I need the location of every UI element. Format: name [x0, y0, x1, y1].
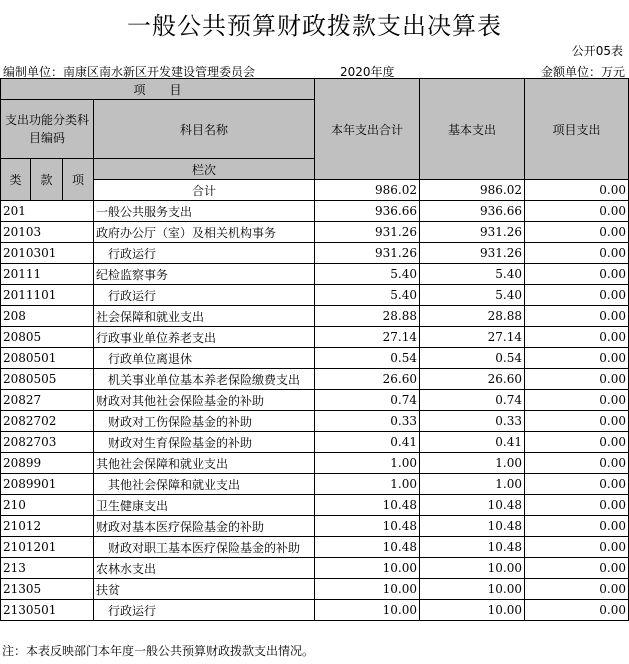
row-code: 208 [1, 306, 94, 327]
row-code: 213 [1, 558, 94, 579]
table-row [1, 243, 629, 264]
row-basic: 1.00 [420, 474, 525, 495]
row-project: 0.00 [525, 600, 629, 621]
row-project: 0.00 [525, 558, 629, 579]
table-note: 注：本表反映部门本年度一般公共预算财政拨款支出情况。 [2, 644, 315, 658]
row-total: 5.40 [315, 264, 420, 285]
row-code: 20111 [1, 264, 94, 285]
row-code: 2080501 [1, 348, 94, 369]
row-total: 10.00 [315, 600, 420, 621]
table-row [1, 579, 629, 600]
lei-header: 类 [1, 159, 31, 201]
report-year: 2020年度 [340, 65, 395, 79]
row-code: 2082703 [1, 432, 94, 453]
row-code: 210 [1, 495, 94, 516]
row-project: 0.00 [525, 495, 629, 516]
row-name: 农林水支出 [94, 558, 315, 579]
table-row [1, 327, 629, 348]
xiang-header: 项 [63, 159, 94, 201]
row-name: 其他社会保障和就业支出 [94, 453, 315, 474]
row-total: 27.14 [315, 327, 420, 348]
table-row [1, 222, 629, 243]
row-basic: 10.48 [420, 516, 525, 537]
row-project: 0.00 [525, 264, 629, 285]
row-code: 2101201 [1, 537, 94, 558]
row-project: 0.00 [525, 474, 629, 495]
row-code: 201 [1, 201, 94, 222]
table-row [1, 495, 629, 516]
expenditure-table [0, 78, 629, 621]
row-basic: 0.41 [420, 432, 525, 453]
row-project: 0.00 [525, 285, 629, 306]
row-basic: 10.00 [420, 600, 525, 621]
row-project: 0.00 [525, 243, 629, 264]
table-row [1, 390, 629, 411]
report-title: 一般公共预算财政拨款支出决算表 [127, 12, 502, 40]
row-total: 10.48 [315, 537, 420, 558]
col-project-header: 项目支出 [525, 79, 629, 180]
row-name: 政府办公厅（室）及相关机构事务 [94, 222, 315, 243]
row-project: 0.00 [525, 432, 629, 453]
row-basic: 931.26 [420, 222, 525, 243]
total-label: 合计 [94, 180, 315, 201]
row-name: 扶贫 [94, 579, 315, 600]
total-basic: 986.02 [420, 180, 525, 201]
total-project: 0.00 [525, 180, 629, 201]
row-total: 0.54 [315, 348, 420, 369]
row-basic: 10.48 [420, 537, 525, 558]
row-name: 财政对其他社会保险基金的补助 [94, 390, 315, 411]
row-total: 936.66 [315, 201, 420, 222]
item-header: 项 目 [1, 79, 315, 100]
func-code-header: 支出功能分类科目编码 [1, 100, 94, 159]
row-total: 26.60 [315, 369, 420, 390]
row-name: 行政单位离退休 [94, 348, 315, 369]
row-project: 0.00 [525, 306, 629, 327]
subject-name-header: 科目名称 [94, 100, 315, 159]
row-code: 21012 [1, 516, 94, 537]
table-row [1, 600, 629, 621]
meta-row [0, 60, 629, 78]
row-name: 一般公共服务支出 [94, 201, 315, 222]
row-total: 1.00 [315, 474, 420, 495]
table-row [1, 201, 629, 222]
table-row [1, 348, 629, 369]
row-code: 21305 [1, 579, 94, 600]
row-project: 0.00 [525, 201, 629, 222]
row-basic: 10.00 [420, 558, 525, 579]
row-basic: 26.60 [420, 369, 525, 390]
row-total: 28.88 [315, 306, 420, 327]
table-row [1, 474, 629, 495]
row-name: 行政运行 [94, 600, 315, 621]
row-name: 卫生健康支出 [94, 495, 315, 516]
row-name: 行政运行 [94, 243, 315, 264]
row-code: 2010301 [1, 243, 94, 264]
row-code: 20103 [1, 222, 94, 243]
row-basic: 27.14 [420, 327, 525, 348]
row-name: 机关事业单位基本养老保险缴费支出 [94, 369, 315, 390]
table-row [1, 432, 629, 453]
row-basic: 5.40 [420, 285, 525, 306]
row-name: 行政事业单位养老支出 [94, 327, 315, 348]
table-row [1, 558, 629, 579]
row-total: 0.41 [315, 432, 420, 453]
kuan-header: 款 [31, 159, 63, 201]
row-basic: 5.40 [420, 264, 525, 285]
table-row [1, 453, 629, 474]
table-row [1, 285, 629, 306]
amount-unit: 金额单位：万元 [540, 65, 625, 79]
row-basic: 0.54 [420, 348, 525, 369]
row-project: 0.00 [525, 411, 629, 432]
table-row [1, 537, 629, 558]
row-basic: 936.66 [420, 201, 525, 222]
lanci-header: 栏次 [94, 159, 315, 180]
row-project: 0.00 [525, 369, 629, 390]
col-basic-header: 基本支出 [420, 79, 525, 180]
row-basic: 10.48 [420, 495, 525, 516]
row-total: 10.00 [315, 579, 420, 600]
table-row [1, 306, 629, 327]
form-number: 公开05表 [571, 44, 623, 58]
row-name: 社会保障和就业支出 [94, 306, 315, 327]
row-name: 纪检监察事务 [94, 264, 315, 285]
row-code: 20827 [1, 390, 94, 411]
total-row [1, 180, 629, 201]
row-total: 1.00 [315, 453, 420, 474]
col-total-header: 本年支出合计 [315, 79, 420, 180]
row-total: 10.48 [315, 516, 420, 537]
row-total: 931.26 [315, 222, 420, 243]
row-project: 0.00 [525, 453, 629, 474]
row-project: 0.00 [525, 390, 629, 411]
row-code: 2011101 [1, 285, 94, 306]
row-basic: 28.88 [420, 306, 525, 327]
row-total: 0.74 [315, 390, 420, 411]
row-project: 0.00 [525, 327, 629, 348]
row-code: 2130501 [1, 600, 94, 621]
row-code: 2080505 [1, 369, 94, 390]
row-total: 10.48 [315, 495, 420, 516]
total-total: 986.02 [315, 180, 420, 201]
table-row [1, 264, 629, 285]
row-basic: 1.00 [420, 453, 525, 474]
row-name: 财政对工伤保险基金的补助 [94, 411, 315, 432]
row-total: 931.26 [315, 243, 420, 264]
row-code: 20805 [1, 327, 94, 348]
row-basic: 931.26 [420, 243, 525, 264]
compiling-unit: 编制单位：南康区南水新区开发建设管理委员会 [3, 65, 256, 79]
row-project: 0.00 [525, 348, 629, 369]
row-code: 20899 [1, 453, 94, 474]
row-project: 0.00 [525, 579, 629, 600]
row-name: 财政对生育保险基金的补助 [94, 432, 315, 453]
row-project: 0.00 [525, 516, 629, 537]
row-code: 2089901 [1, 474, 94, 495]
row-name: 财政对基本医疗保险基金的补助 [94, 516, 315, 537]
row-total: 10.00 [315, 558, 420, 579]
row-basic: 10.00 [420, 579, 525, 600]
row-basic: 0.33 [420, 411, 525, 432]
row-name: 其他社会保障和就业支出 [94, 474, 315, 495]
table-row [1, 516, 629, 537]
row-project: 0.00 [525, 222, 629, 243]
row-code: 2082702 [1, 411, 94, 432]
row-basic: 0.74 [420, 390, 525, 411]
row-name: 行政运行 [94, 285, 315, 306]
table-row [1, 369, 629, 390]
table-row [1, 411, 629, 432]
row-name: 财政对职工基本医疗保险基金的补助 [94, 537, 315, 558]
row-total: 0.33 [315, 411, 420, 432]
row-project: 0.00 [525, 537, 629, 558]
row-total: 5.40 [315, 285, 420, 306]
